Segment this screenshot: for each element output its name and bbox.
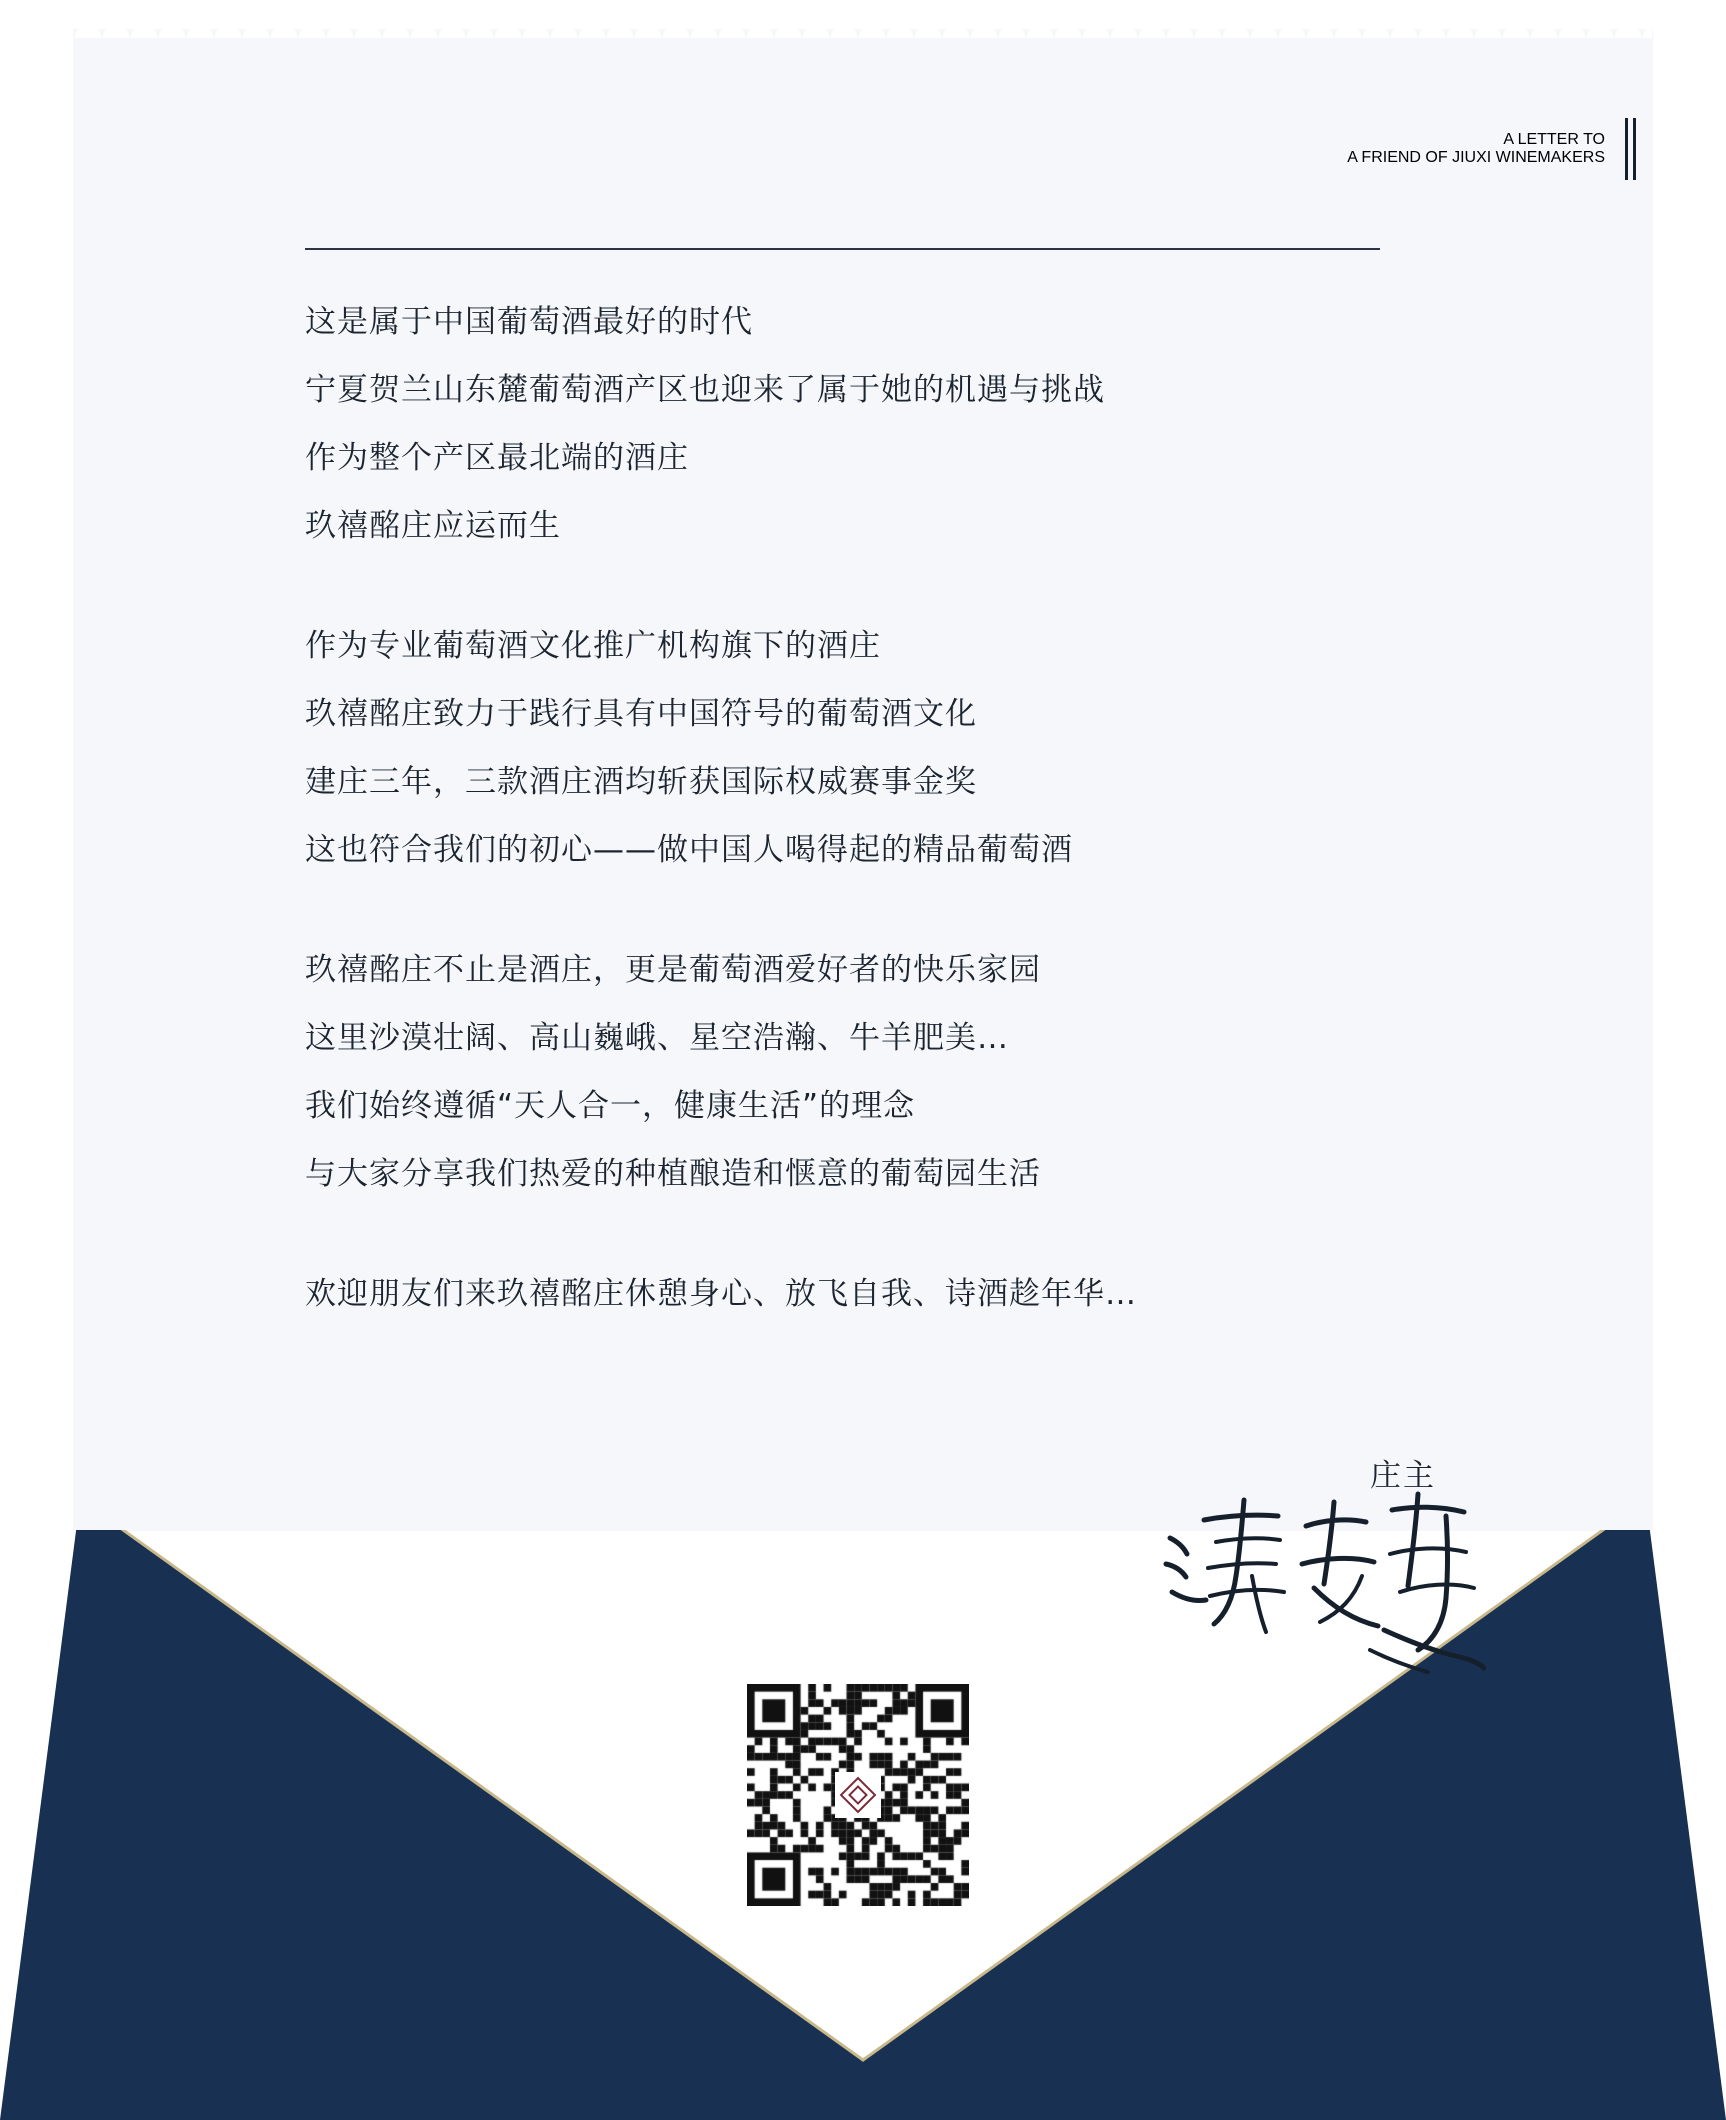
letter-paragraph [305,1260,1455,1328]
qr-code[interactable] [723,1660,993,1930]
letter-line: 建庄三年，三款酒庄酒均斩获国际权威赛事金奖 [305,764,977,800]
letter-line: 玖禧酩庄应运而生 [305,508,561,544]
letter-body [305,288,1455,1328]
header-divider [305,248,1380,250]
letter-subtitle: A FRIEND OF JIUXI WINEMAKERS [1347,149,1605,166]
qr-logo-diamond-icon [835,1772,881,1818]
qr-matrix [747,1684,969,1906]
letter-title: A LETTER TO [1503,131,1605,148]
letter-line: 这里沙漠壮阔、高山巍峨、星空浩瀚、牛羊肥美… [305,1020,1009,1056]
letter-line: 玖禧酩庄致力于践行具有中国符号的葡萄酒文化 [305,696,977,732]
letter-line: 这是属于中国葡萄酒最好的时代 [305,304,753,340]
letter-line: 我们始终遵循“天人合一，健康生活”的理念 [305,1088,916,1124]
signature-role-label: 庄主 [1370,1458,1436,1494]
letter-line: 与大家分享我们热爱的种植酿造和惬意的葡萄园生活 [305,1156,1041,1192]
letter-paragraph [305,612,1455,884]
letter-header [1347,118,1636,180]
letter-line: 欢迎朋友们来玖禧酩庄休憩身心、放飞自我、诗酒趁年华… [305,1276,1137,1312]
double-bar-icon [1625,118,1636,180]
letter-line: 作为整个产区最北端的酒庄 [305,440,689,476]
letter-line: 宁夏贺兰山东麓葡萄酒产区也迎来了属于她的机遇与挑战 [305,372,1105,408]
signature-handwriting [1156,1480,1486,1680]
letter-line: 作为专业葡萄酒文化推广机构旗下的酒庄 [305,628,881,664]
letter-line: 这也符合我们的初心——做中国人喝得起的精品葡萄酒 [305,832,1073,868]
letter-line: 玖禧酩庄不止是酒庄，更是葡萄酒爱好者的快乐家园 [305,952,1041,988]
letter-paragraph [305,288,1455,560]
letter-paragraph [305,936,1455,1208]
